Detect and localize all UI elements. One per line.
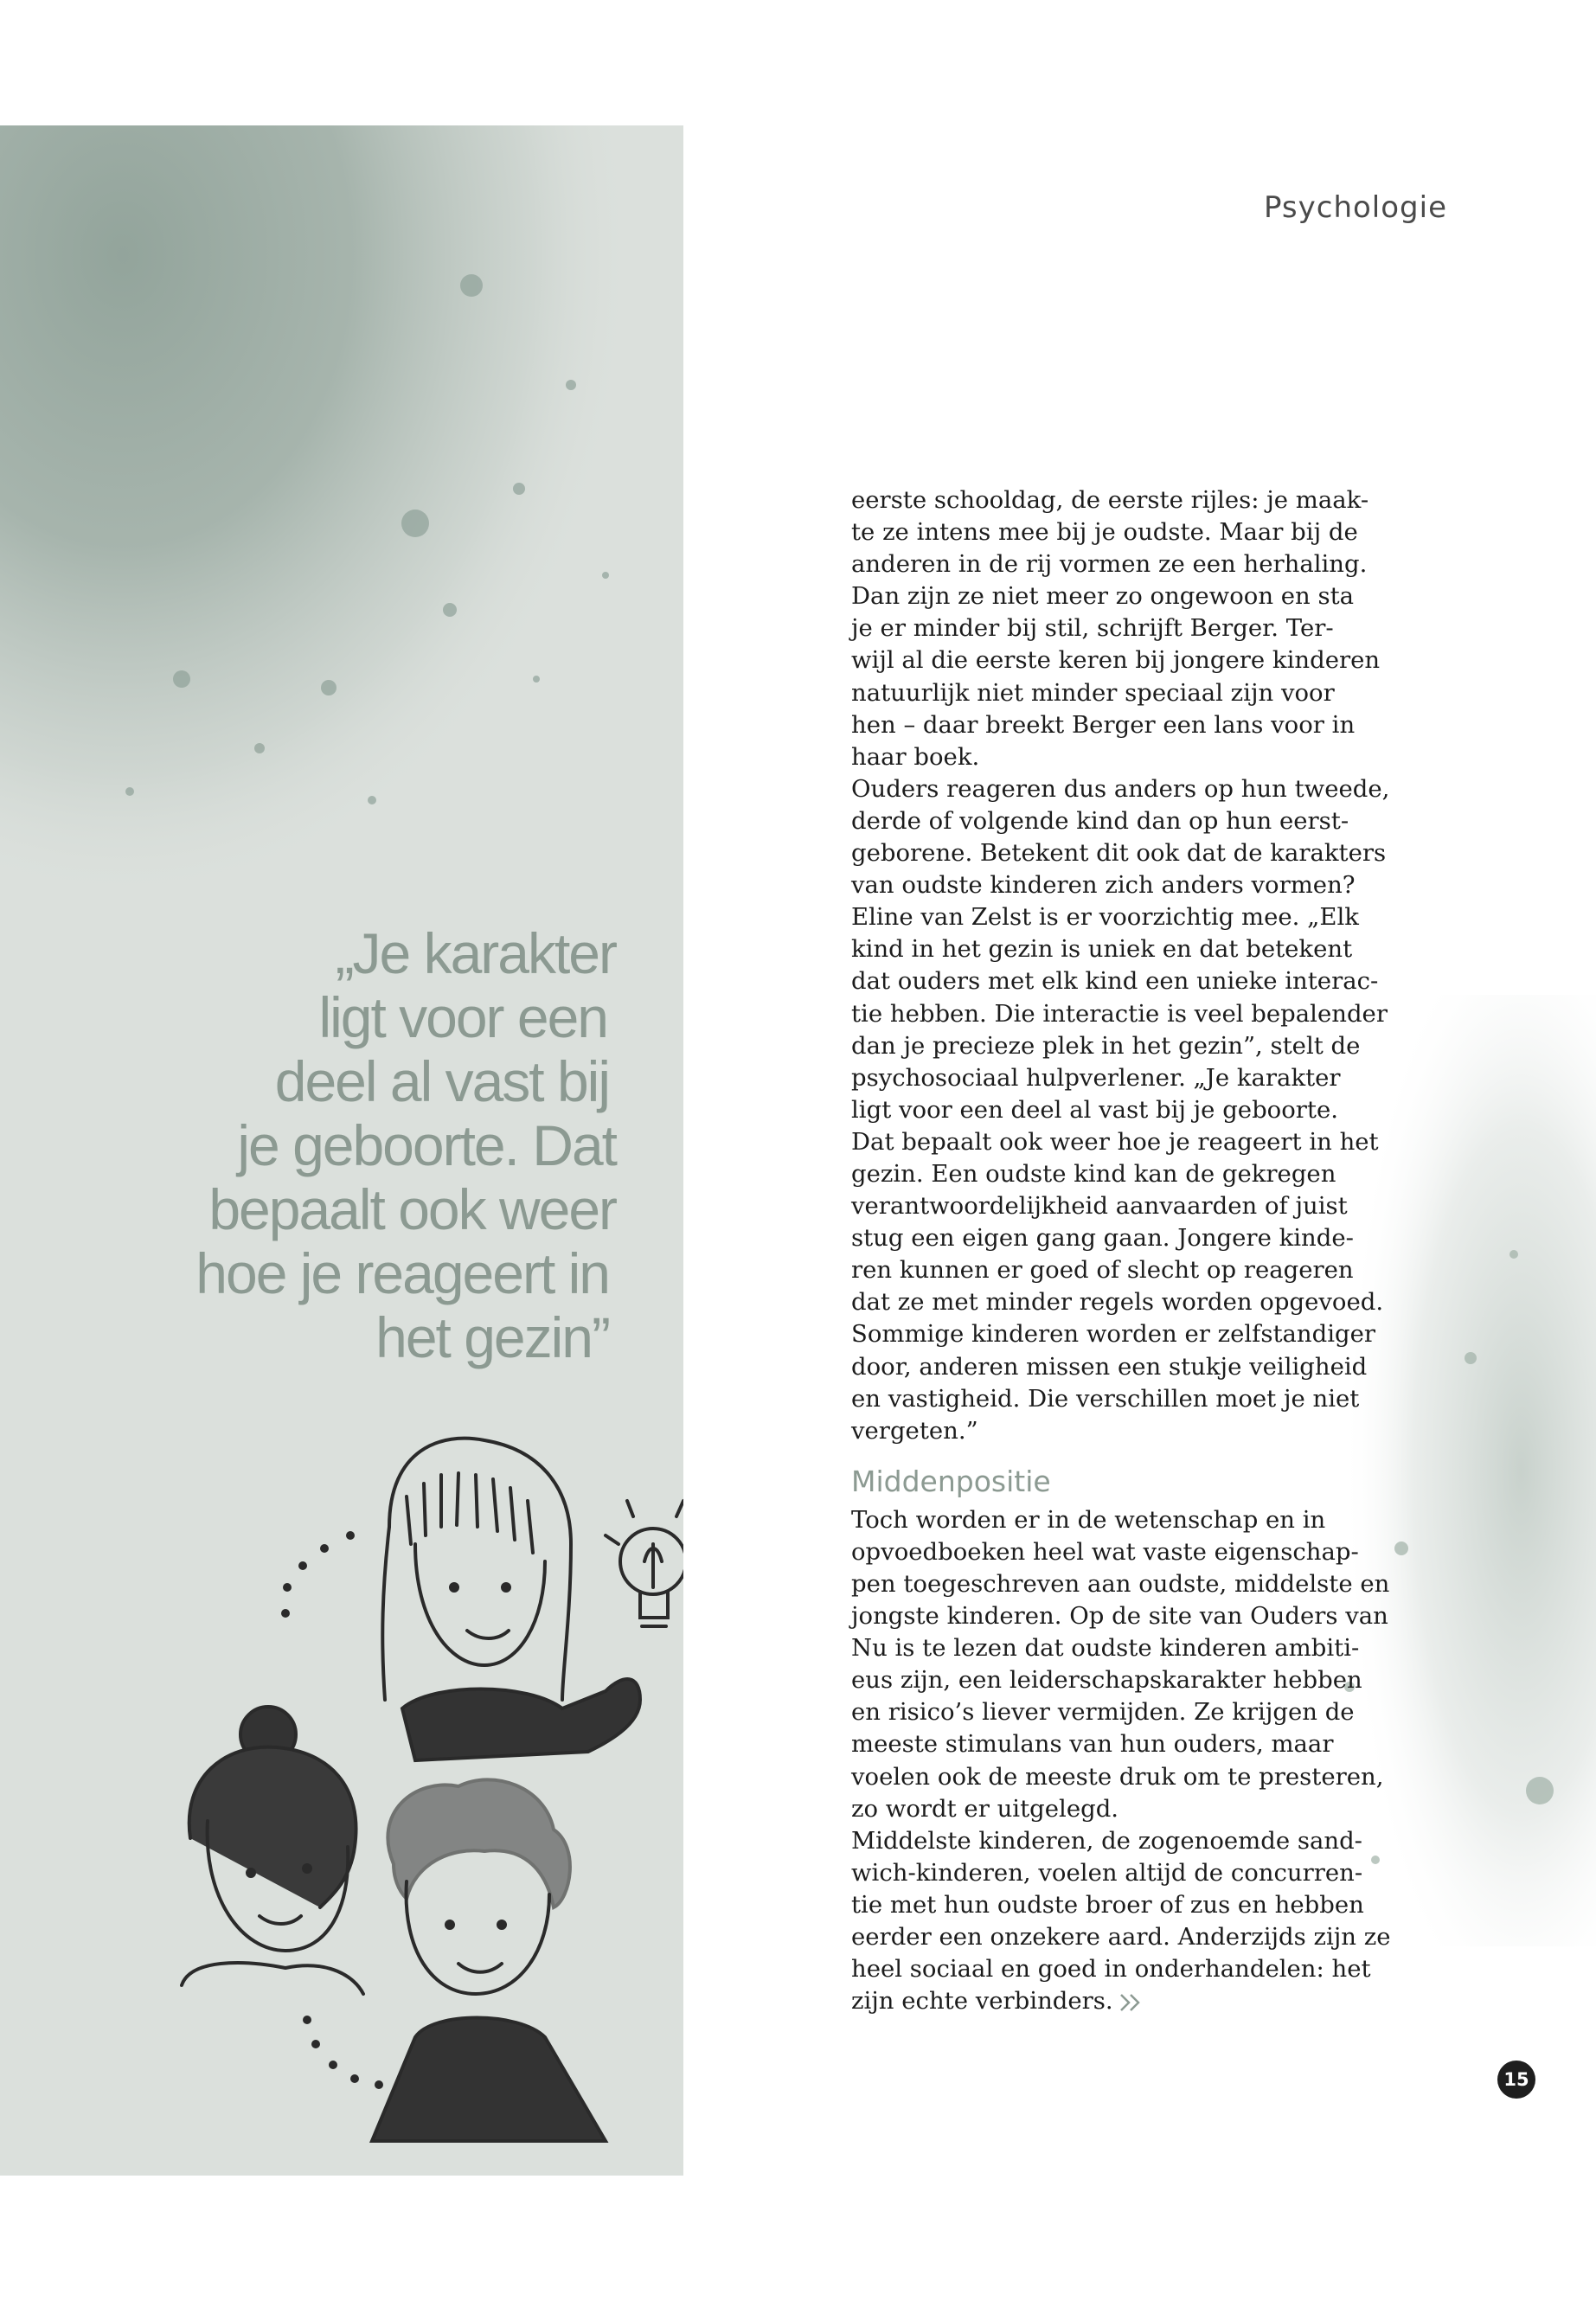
text-line: Nu is te lezen dat oudste kinderen ambiti- [851,1634,1360,1663]
text-line: eus zijn, een leiderschapskarakter hebben [851,1666,1362,1695]
page-number: 15 [1497,2061,1535,2099]
text-line: ligt voor een deel al vast bij je geboorte. [851,1095,1338,1124]
text-line: dat ouders met elk kind een unieke interac- [851,967,1379,996]
pull-quote-line: „Je karakter [335,921,616,985]
text-line: Dan zijn ze niet meer zo ongewoon en sta [851,582,1355,611]
text-line: Middelste kinderen, de zogenoemde sand- [851,1826,1362,1855]
text-line: eerste schooldag, de eerste rijles: je maak- [851,486,1369,514]
text-line: stug een eigen gang gaan. Jongere kinde- [851,1224,1354,1253]
text-line: eerder een onzekere aard. Anderzijds zijn ze [851,1923,1391,1952]
pull-quote-line: je geboorte. Dat [237,1113,616,1177]
text-line: Dat bepaalt ook weer hoe je reageert in het [851,1127,1379,1156]
text-line: Toch worden er in de wetenschap en in [851,1505,1326,1534]
text-line: geborene. Betekent dit ook dat de karakters [851,839,1387,868]
text-line: heel sociaal en goed in onderhandelen: het [851,1955,1371,1984]
text-line: voelen ook de meeste druk om te presteren, [851,1762,1384,1791]
text-line: verantwoordelijkheid aanvaarden of juist [851,1192,1348,1221]
text-line: gezin. Een oudste kind kan de gekregen [851,1159,1336,1188]
text-line: meeste stimulans van hun ouders, maar [851,1730,1334,1759]
text-line: van oudste kinderen zich anders vormen? [851,871,1356,900]
text-line: door, anderen missen een stukje veiligheid [851,1352,1368,1381]
pull-quote-line: ligt voor een [318,985,607,1049]
spray-paint-texture [0,125,683,990]
continue-arrow-icon [1118,1992,1143,2013]
section-label: Psychologie [1264,190,1447,225]
pull-quote-line: het gezin” [375,1305,609,1369]
text-line: zijn echte verbinders. [851,1985,1379,2017]
pull-quote-line: hoe je reageert in [195,1241,609,1305]
text-line: Ouders reageren dus anders op hun tweede, [851,774,1390,803]
text-line: dan je precieze plek in het gezin”, stelt de [851,1031,1361,1060]
text-line: natuurlijk niet minder speciaal zijn voor [851,678,1335,707]
text-line: tie met hun oudste broer of zus en hebben [851,1890,1364,1919]
text-line: en risico’s liever vermijden. Ze krijgen de [851,1698,1355,1727]
text-line: jongste kinderen. Op de site van Ouders van [851,1602,1388,1631]
text-line: kind in het gezin is uniek en dat betekent [851,935,1353,964]
text-line: dat ze met minder regels worden opgevoed. [851,1288,1384,1317]
pull-quote [131,921,616,1369]
text-line: opvoedboeken heel wat vaste eigenschap- [851,1537,1359,1566]
text-line: derde of volgende kind dan op hun eerst- [851,806,1349,835]
left-decorative-panel [0,125,683,2176]
subheading: Middenpositie [851,1464,1051,1498]
text-line: pen toegeschreven aan oudste, middelste en [851,1570,1390,1598]
pull-quote-line: bepaalt ook weer [208,1177,616,1241]
text-line: vergeten.” [851,1416,978,1445]
text-line: ren kunnen er goed of slecht op reageren [851,1256,1354,1285]
text-line: Sommige kinderen worden er zelfstandiger [851,1320,1376,1349]
text-line: wijl al die eerste keren bij jongere kinderen [851,646,1381,675]
text-line: en vastigheid. Die verschillen moet je niet [851,1384,1360,1413]
text-line: je er minder bij stil, schrijft Berger. Ter- [851,614,1334,643]
text-line: wich-kinderen, voelen altijd de concurren- [851,1858,1363,1887]
text-line: psychosociaal hulpverlener. „Je karakter [851,1063,1341,1092]
text-line: hen – daar breekt Berger een lans voor in [851,710,1356,739]
article-section [851,1504,1391,2018]
text-line: te ze intens mee bij je oudste. Maar bij de [851,518,1358,547]
text-line: anderen in de rij vormen ze een herhaling. [851,550,1368,579]
text-line: haar boek. [851,742,980,771]
article-body [851,484,1391,2017]
pull-quote-line: deel al vast bij [274,1049,609,1113]
three-children-drawing-icon [156,1414,683,2150]
text-line: tie hebben. Die interactie is veel bepalender [851,999,1388,1028]
text-line: zo wordt er uitgelegd. [851,1794,1119,1823]
article-paragraph [851,484,1390,1447]
text-line: Eline van Zelst is er voorzichtig mee. „Elk [851,903,1359,932]
